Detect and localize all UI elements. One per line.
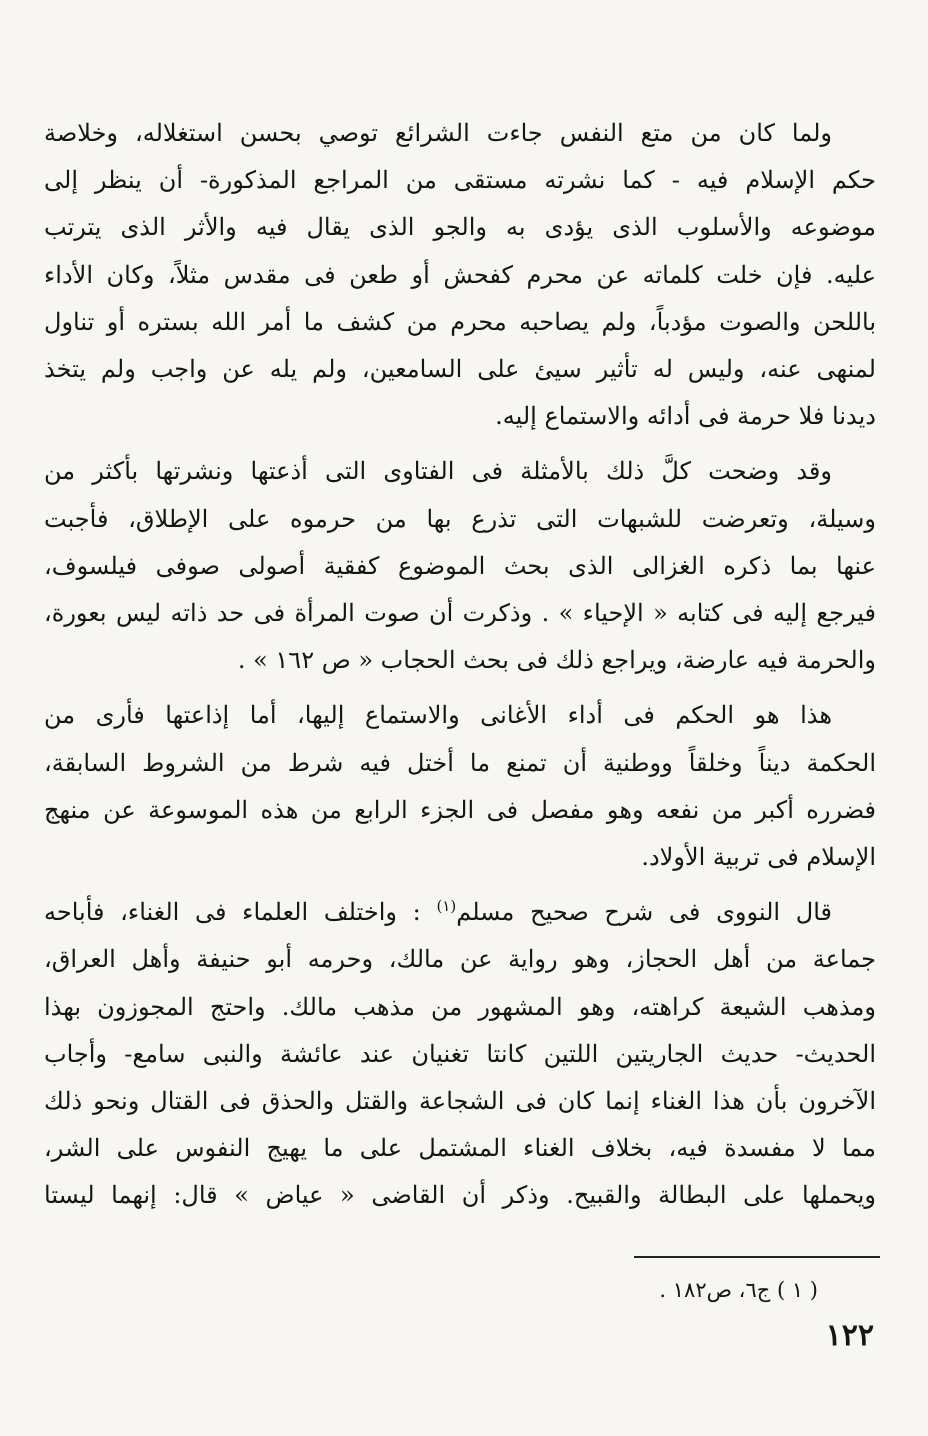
text-line: عنها بما ذكره الغزالى الذى بحث الموضوع كفقية أصولى صوفى فيلسوف، (44, 551, 876, 580)
text-line: الحكمة ديناً وخلقاً ووطنية أن تمنع ما أختل فيه شرط من الشروط السابقة، (44, 748, 876, 777)
page-number: ١٢٢ (825, 1318, 874, 1353)
text-line: والحرمة فيه عارضة، ويراجع ذلك فى بحث الحجاب « ص ١٦٢ » . (237, 646, 876, 675)
text-line: ومذهب الشيعة كراهته، وهو المشهور من مذهب مالك. واحتج المجوزون بهذا (44, 992, 876, 1021)
text-line: حكم الإسلام فيه - كما نشرته مستقى من المراجع المذكورة- أن ينظر إلى (44, 166, 876, 195)
paragraph-1 (44, 110, 876, 440)
text-line: الحديث- حديث الجاريتين اللتين كانتا تغنيان عند عائشة والنبى سامع- وأجاب (44, 1039, 876, 1068)
text-line: ويحملها على البطالة والقبيح. وذكر أن القاضى « عياض » قال: إنهما ليستا (44, 1181, 876, 1210)
text-line: مما لا مفسدة فيه، بخلاف الغناء المشتمل على ما يهيج النفوس على الشر، (44, 1134, 876, 1163)
text-line: لمنهى عنه، وليس له تأثير سيئ على السامعين، ولم يله عن واجب ولم يتخذ (44, 355, 876, 384)
text-line: فضرره أكبر من نفعه وهو مفصل فى الجزء الرابع من هذه الموسوعة عن منهج (44, 795, 876, 824)
footnote-reference[interactable]: (١) (436, 897, 457, 916)
text-line: جماعة من أهل الحجاز، وهو رواية عن مالك، وحرمه أبو حنيفة وأهل العراق، (44, 945, 876, 974)
body-text (44, 110, 876, 1228)
text-line: موضوعه والأسلوب الذى يؤدى به والجو الذى يقال فيه والأثر الذى يترتب (44, 213, 876, 242)
text-line: ولما كان من متع النفس جاءت الشرائع توصي بحسن استغلاله، وخلاصة (44, 119, 832, 147)
text-line: الآخرون بأن هذا الغناء إنما كان فى الشجاعة والقتل والحذق فى القتال ونحو ذلك (44, 1087, 876, 1116)
text-line: عليه. فإن خلت كلماته عن محرم كفحش أو طعن فى مقدس مثلاً، وكان الأداء (44, 260, 876, 289)
text-line: وسيلة، وتعرضت للشبهات التى تذرع بها من حرموه على الإطلاق، فأجبت (44, 504, 876, 533)
text-line: وقد وضحت كلَّ ذلك بالأمثلة فى الفتاوى التى أذعتها ونشرتها بأكثر من (44, 457, 832, 486)
text-line-with-footnote-ref (44, 889, 876, 936)
paragraph-4 (44, 889, 876, 1219)
text-line: ديدنا فلا حرمة فى أدائه والاستماع إليه. (495, 402, 876, 431)
text-line: الإسلام فى تربية الأولاد. (641, 843, 876, 872)
text-segment: : واختلف العلماء فى الغناء، فأباحه (44, 898, 437, 927)
footnote-divider (634, 1256, 880, 1258)
paragraph-3 (44, 692, 876, 881)
text-line: فيرجع إليه فى كتابه « الإحياء » . وذكرت أن صوت المرأة فى حد ذاته ليس بعورة، (44, 599, 876, 628)
footnote: ( ١ ) ج٦، ص١٨٢ . (659, 1278, 818, 1302)
text-line: هذا هو الحكم فى أداء الأغانى والاستماع إليها، أما إذاعتها فأرى من (44, 701, 832, 730)
paragraph-2 (44, 448, 876, 684)
text-segment: قال النووى فى شرح صحيح مسلم (456, 898, 832, 927)
text-line: باللحن والصوت مؤدباً، ولم يصاحبه محرم من كشف ما أمر الله بستره أو تناول (44, 307, 877, 336)
